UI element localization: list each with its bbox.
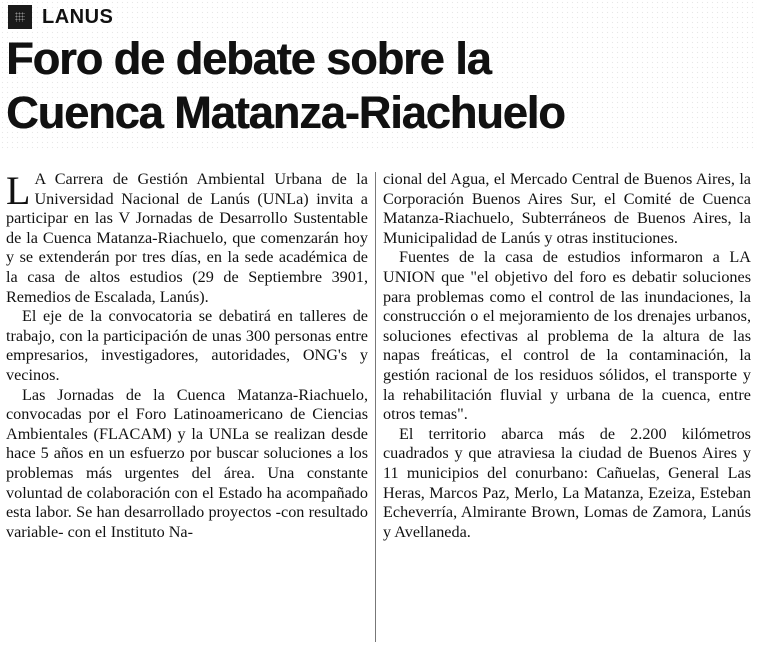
section-square-icon <box>8 5 32 29</box>
article-paragraph: L A Carrera de Gestión Ambiental Urbana de la Universidad Nacional de Lanús (UNLa) invita a participar en las V Jornadas de Desarrollo Sustentable de la Cuenca Matanza-Riachuelo, que comenzarán hoy y se extenderán por tres días, en la sede académica de la casa de altos estudios (29 de Septiembre 3901, Remedios de Escalada, Lanús). <box>6 168 368 306</box>
article-paragraph: El eje de la convocatoria se debatirá en talleres de trabajo, con la participación de unas 300 personas entre empresarios, investigadores, autoridades, ONG's y vecinos. <box>6 307 368 384</box>
section-label: LANUS <box>42 5 114 28</box>
headline <box>6 32 751 140</box>
article-paragraph: El territorio abarca más de 2.200 kilómetros cuadrados y que atraviesa la ciudad de Buenos Aires y 11 municipios del conurbano: Cañuelas, General Las Heras, Marcos Paz, Merlo, La Matanza, Ezeiza, Esteban Echeverría, Almirante Brown, Lomas de Zamora, Lanús y Avellaneda. <box>383 424 751 541</box>
headline-line-2: Cuenca Matanza-Riachuelo <box>6 87 565 138</box>
article-column-left <box>6 170 368 542</box>
headline-line-1: Foro de debate sobre la <box>6 33 491 84</box>
section-header <box>8 4 113 30</box>
article-paragraph: Las Jornadas de la Cuenca Matanza-Riachuelo, convocadas por el Foro Latinoamericano de Ciencias Ambientales (FLACAM) y la UNLa se realizan desde hace 5 años en un esfuerzo por buscar soluciones a los problemas más urgentes del área. Una constante voluntad de colaboración con el Estado ha acompañado esta labor. Se han desarrollado proyectos -con resultado variable- con el Instituto Na- <box>6 385 368 541</box>
column-divider <box>375 172 376 642</box>
article-column-right <box>383 170 751 542</box>
article-paragraph: cional del Agua, el Mercado Central de Buenos Aires, la Corporación Buenos Aires Sur, el Comité de Cuenca Matanza-Riachuelo, Subterráneos de Buenos Aires, la Municipalidad de Lanús y otras instituciones. <box>383 170 751 247</box>
article-paragraph: Fuentes de la casa de estudios informaron a LA UNION que "el objetivo del foro es debatir soluciones para problemas como el control de las inundaciones, la construcción o el mejoramiento de los drenajes urbanos, soluciones efectivas al problema de la altura de las napas freáticas, el control de la contaminación, la gestión racional de los residuos sólidos, el transporte y la rehabilitación fluvial y urbana de la cuenca, entre otros temas". <box>383 248 751 424</box>
drop-cap: L <box>6 168 31 213</box>
